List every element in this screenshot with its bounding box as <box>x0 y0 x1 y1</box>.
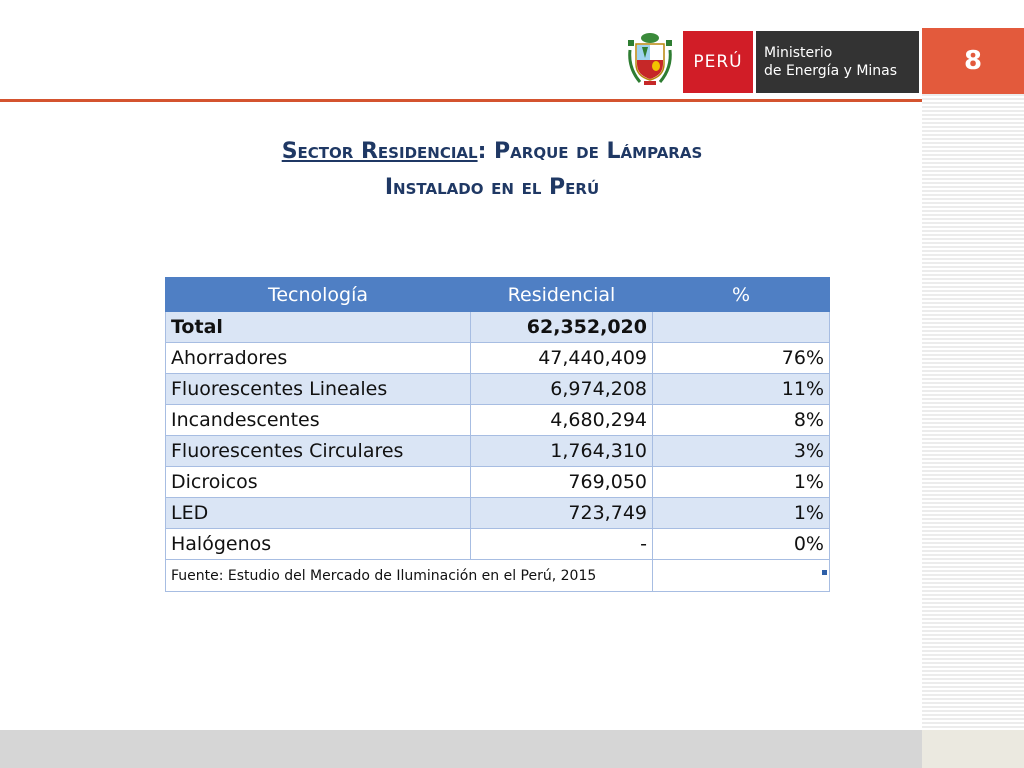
table-row <box>166 529 830 560</box>
cell-value: 62,352,020 <box>471 312 653 343</box>
title-separator: : <box>477 139 495 164</box>
cell-value: - <box>471 529 653 560</box>
cell-label: Incandescentes <box>166 405 471 436</box>
cell-label: Halógenos <box>166 529 471 560</box>
page-number: 8 <box>922 28 1024 94</box>
ministry-line-2: de Energía y Minas <box>764 63 898 79</box>
title-line-1 <box>130 134 854 170</box>
lamp-table <box>165 277 830 592</box>
header-residencial: Residencial <box>471 278 653 312</box>
table-row <box>166 436 830 467</box>
cell-pct: 8% <box>653 405 830 436</box>
table-row <box>166 405 830 436</box>
cell-label: Fluorescentes Circulares <box>166 436 471 467</box>
peru-logo: PERÚ <box>683 31 753 93</box>
table-row <box>166 498 830 529</box>
title-part-2: Parque de Lámparas <box>494 139 703 164</box>
cell-pct: 1% <box>653 498 830 529</box>
cell-value: 769,050 <box>471 467 653 498</box>
cell-label: Fluorescentes Lineales <box>166 374 471 405</box>
source-note: Fuente: Estudio del Mercado de Iluminación en el Perú, 2015 <box>166 560 653 592</box>
header-rule <box>0 99 922 102</box>
resize-handle-icon <box>822 570 827 575</box>
table-row-total <box>166 312 830 343</box>
header-tecnologia: Tecnología <box>166 278 471 312</box>
cell-pct: 76% <box>653 343 830 374</box>
cell-value: 47,440,409 <box>471 343 653 374</box>
cell-pct: 3% <box>653 436 830 467</box>
right-decorative-strip <box>922 94 1024 730</box>
cell-pct: 1% <box>653 467 830 498</box>
cell-value: 723,749 <box>471 498 653 529</box>
table-row <box>166 467 830 498</box>
cell-pct <box>653 312 830 343</box>
source-empty-cell <box>653 560 830 592</box>
cell-value: 4,680,294 <box>471 405 653 436</box>
table-source-row <box>166 560 830 592</box>
coat-of-arms-icon <box>626 32 674 88</box>
ministry-logo <box>756 31 919 93</box>
bottom-bar <box>0 730 922 768</box>
cell-label: Ahorradores <box>166 343 471 374</box>
bottom-right-block <box>922 730 1024 768</box>
cell-label: LED <box>166 498 471 529</box>
cell-label: Total <box>166 312 471 343</box>
table-row <box>166 343 830 374</box>
title-line-2: Instalado en el Perú <box>384 175 600 200</box>
cell-value: 1,764,310 <box>471 436 653 467</box>
cell-label: Dicroicos <box>166 467 471 498</box>
cell-pct: 0% <box>653 529 830 560</box>
cell-value: 6,974,208 <box>471 374 653 405</box>
title-part-1: Sector Residencial <box>281 139 478 164</box>
table-header-row <box>166 278 830 312</box>
ministry-line-1: Ministerio <box>764 45 833 61</box>
header-percent: % <box>653 278 830 312</box>
table-row <box>166 374 830 405</box>
cell-pct: 11% <box>653 374 830 405</box>
slide-title <box>130 134 854 206</box>
